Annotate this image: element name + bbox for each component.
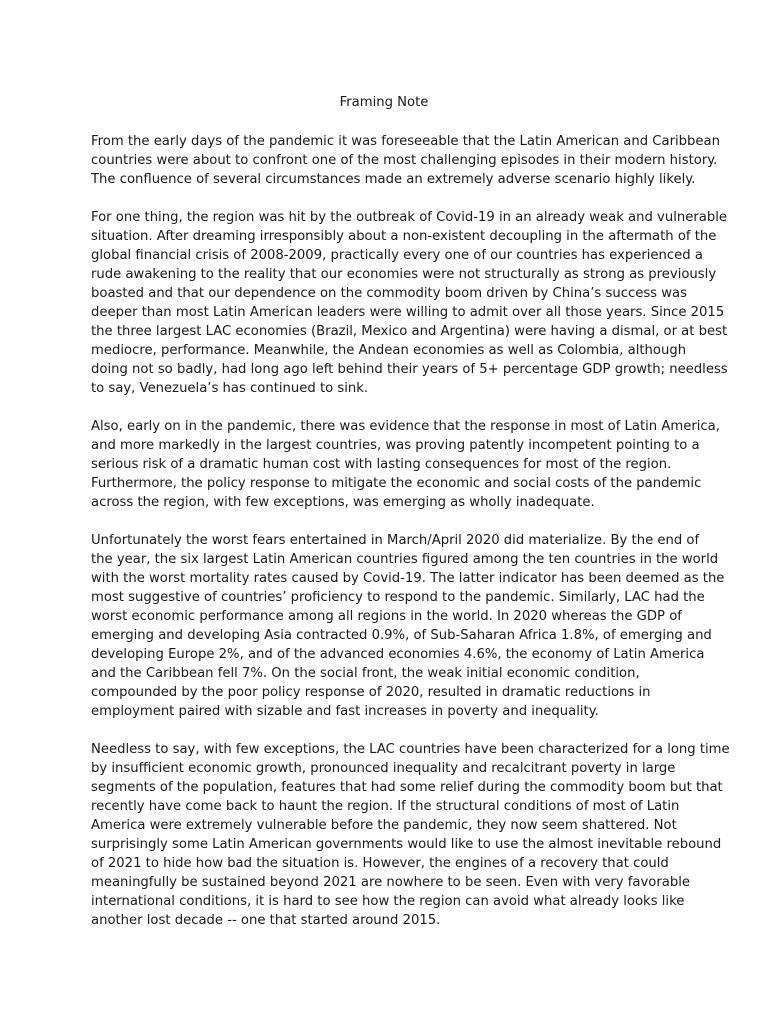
text-line: recently have come back to haunt the region. If the structural conditions of most of Latin xyxy=(91,799,680,814)
text-line: mediocre, performance. Meanwhile, the Andean economies as well as Colombia, although xyxy=(91,343,687,358)
text-line: by insufficient economic growth, pronounced inequality and recalcitrant poverty in large xyxy=(91,761,676,776)
text-line: From the early days of the pandemic it was foreseeable that the Latin American and Caribbean xyxy=(91,134,720,149)
text-line: boasted and that our dependence on the commodity boom driven by China’s success was xyxy=(91,286,687,301)
text-line: countries were about to confront one of the most challenging episodes in their modern history. xyxy=(91,153,718,168)
text-line: international conditions, it is hard to see how the region can avoid what already looks like xyxy=(91,894,685,909)
text-line: Furthermore, the policy response to mitigate the economic and social costs of the pandemic xyxy=(91,476,702,491)
text-line: global financial crisis of 2008-2009, practically every one of our countries has experienced a xyxy=(91,248,703,263)
text-line: developing Europe 2%, and of the advanced economies 4.6%, the economy of Latin America xyxy=(91,647,705,662)
paragraph-1 xyxy=(91,132,720,189)
text-line: Unfortunately the worst fears entertained in March/April 2020 did materialize. By the end of xyxy=(91,533,700,548)
text-line: of 2021 to hide how bad the situation is. However, the engines of a recovery that could xyxy=(91,856,669,871)
text-line: rude awakening to the reality that our economies were not structurally as strong as previously xyxy=(91,267,717,282)
text-line: and more markedly in the largest countries, was proving patently incompetent pointing to a xyxy=(91,438,700,453)
text-line: Also, early on in the pandemic, there was evidence that the response in most of Latin America, xyxy=(91,419,720,434)
text-line: America were extremely vulnerable before the pandemic, they now seem shattered. Not xyxy=(91,818,677,833)
text-line: The confluence of several circumstances made an extremely adverse scenario highly likely. xyxy=(91,172,696,187)
document-title: Framing Note xyxy=(339,95,429,110)
text-line: and the Caribbean fell 7%. On the social front, the weak initial economic condition, xyxy=(91,666,640,681)
text-line: to say, Venezuela’s has continued to sink. xyxy=(91,381,369,396)
text-line: deeper than most Latin American leaders were willing to admit over all those years. Since 2015 xyxy=(91,305,725,320)
text-line: worst economic performance among all regions in the world. In 2020 whereas the GDP of xyxy=(91,609,682,624)
text-line: most suggestive of countries’ proficiency to respond to the pandemic. Similarly, LAC had the xyxy=(91,590,705,605)
text-line: meaningfully be sustained beyond 2021 are nowhere to be seen. Even with very favorable xyxy=(91,875,691,890)
paragraph-3 xyxy=(91,417,720,512)
text-line: with the worst mortality rates caused by Covid-19. The latter indicator has been deemed as the xyxy=(91,571,725,586)
text-line: compounded by the poor policy response of 2020, resulted in dramatic reductions in xyxy=(91,685,651,700)
text-line: doing not so badly, had long ago left behind their years of 5+ percentage GDP growth; needless xyxy=(91,362,728,377)
text-line: situation. After dreaming irresponsibly about a non-existent decoupling in the aftermath of the xyxy=(91,229,717,244)
paragraph-5 xyxy=(91,740,730,930)
paragraph-2 xyxy=(91,208,728,398)
text-line: serious risk of a dramatic human cost with lasting consequences for most of the region. xyxy=(91,457,672,472)
text-line: surprisingly some Latin American governments would like to use the almost inevitable rebound xyxy=(91,837,722,852)
text-line: emerging and developing Asia contracted 0.9%, of Sub-Saharan Africa 1.8%, of emerging and xyxy=(91,628,712,643)
text-line: For one thing, the region was hit by the outbreak of Covid-19 in an already weak and vulnerable xyxy=(91,210,727,225)
text-line: segments of the population, features that had some relief during the commodity boom but that xyxy=(91,780,723,795)
document-body xyxy=(91,132,730,949)
paragraph-4 xyxy=(91,531,725,721)
text-line: employment paired with sizable and fast increases in poverty and inequality. xyxy=(91,704,599,719)
text-line: Needless to say, with few exceptions, the LAC countries have been characterized for a long time xyxy=(91,742,730,757)
text-line: another lost decade -- one that started around 2015. xyxy=(91,913,441,928)
text-line: the year, the six largest Latin American countries figured among the ten countries in the world xyxy=(91,552,719,567)
text-line: across the region, with few exceptions, was emerging as wholly inadequate. xyxy=(91,495,595,510)
text-line: the three largest LAC economies (Brazil, Mexico and Argentina) were having a dismal, or at best xyxy=(91,324,728,339)
